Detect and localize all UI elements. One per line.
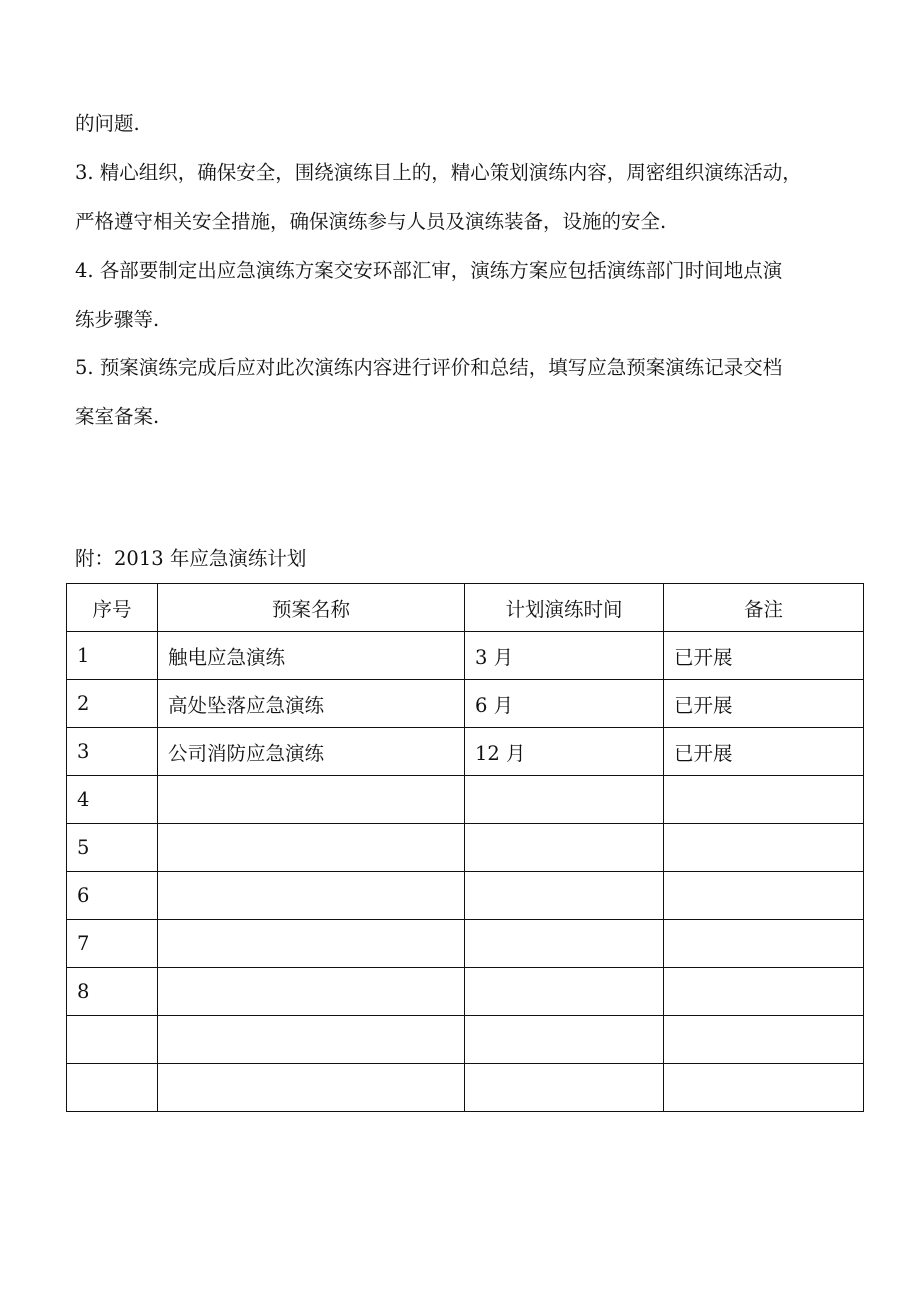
paragraph-line: 练步骤等. (75, 308, 160, 331)
header-remarks: 备注 (664, 584, 864, 632)
cell-remarks: 已开展 (664, 632, 864, 680)
table-row (67, 728, 864, 776)
table-caption: 附：2013 年应急演练计划 (75, 547, 307, 570)
cell-remarks: 已开展 (664, 728, 864, 776)
cell-index: 4 (67, 776, 158, 824)
cell-plan-name (158, 776, 465, 824)
cell-remarks (664, 920, 864, 968)
cell-remarks (664, 824, 864, 872)
paragraph-continuation (75, 99, 865, 148)
drill-plan-table (66, 583, 864, 1112)
cell-index: 1 (67, 632, 158, 680)
cell-plan-name: 高处坠落应急演练 (158, 680, 465, 728)
cell-remarks (664, 1064, 864, 1112)
cell-index: 8 (67, 968, 158, 1016)
paragraph-line: 3. 精心组织，确保安全，围绕演练目上的，精心策划演练内容，周密组织演练活动， (75, 161, 802, 184)
table-row (67, 920, 864, 968)
cell-plan-name (158, 1064, 465, 1112)
table-row (67, 1064, 864, 1112)
paragraph-line: 的问题. (75, 112, 140, 135)
cell-planned-time (465, 968, 664, 1016)
table-row (67, 1016, 864, 1064)
paragraph-item-5 (75, 343, 865, 441)
cell-remarks (664, 968, 864, 1016)
cell-plan-name (158, 872, 465, 920)
cell-plan-name: 触电应急演练 (158, 632, 465, 680)
cell-plan-name (158, 1016, 465, 1064)
table-row (67, 968, 864, 1016)
cell-remarks (664, 776, 864, 824)
paragraph-item-4 (75, 246, 865, 344)
cell-planned-time: 12 月 (465, 728, 664, 776)
header-planned-time: 计划演练时间 (465, 584, 664, 632)
cell-planned-time: 6 月 (465, 680, 664, 728)
table-row (67, 680, 864, 728)
cell-index: 7 (67, 920, 158, 968)
cell-planned-time: 3 月 (465, 632, 664, 680)
cell-remarks (664, 1016, 864, 1064)
cell-index: 5 (67, 824, 158, 872)
paragraph-line: 4. 各部要制定出应急演练方案交安环部汇审，演练方案应包括演练部门时间地点演 (75, 259, 783, 282)
table-row (67, 776, 864, 824)
cell-index (67, 1064, 158, 1112)
header-index: 序号 (67, 584, 158, 632)
cell-index (67, 1016, 158, 1064)
cell-planned-time (465, 824, 664, 872)
cell-remarks: 已开展 (664, 680, 864, 728)
table-header-row (67, 584, 864, 632)
cell-plan-name: 公司消防应急演练 (158, 728, 465, 776)
cell-plan-name (158, 968, 465, 1016)
cell-planned-time (465, 872, 664, 920)
cell-remarks (664, 872, 864, 920)
paragraph-line: 案室备案. (75, 405, 160, 428)
header-plan-name: 预案名称 (158, 584, 465, 632)
paragraph-line: 5. 预案演练完成后应对此次演练内容进行评价和总结，填写应急预案演练记录交档 (75, 356, 783, 379)
cell-planned-time (465, 1064, 664, 1112)
cell-planned-time (465, 920, 664, 968)
table-row (67, 824, 864, 872)
table-row (67, 632, 864, 680)
cell-plan-name (158, 920, 465, 968)
cell-planned-time (465, 1016, 664, 1064)
cell-index: 2 (67, 680, 158, 728)
cell-plan-name (158, 824, 465, 872)
cell-planned-time (465, 776, 664, 824)
cell-index: 6 (67, 872, 158, 920)
table-row (67, 872, 864, 920)
paragraph-item-3 (75, 148, 865, 246)
paragraph-line: 严格遵守相关安全措施，确保演练参与人员及演练装备，设施的安全. (75, 210, 667, 233)
cell-index: 3 (67, 728, 158, 776)
